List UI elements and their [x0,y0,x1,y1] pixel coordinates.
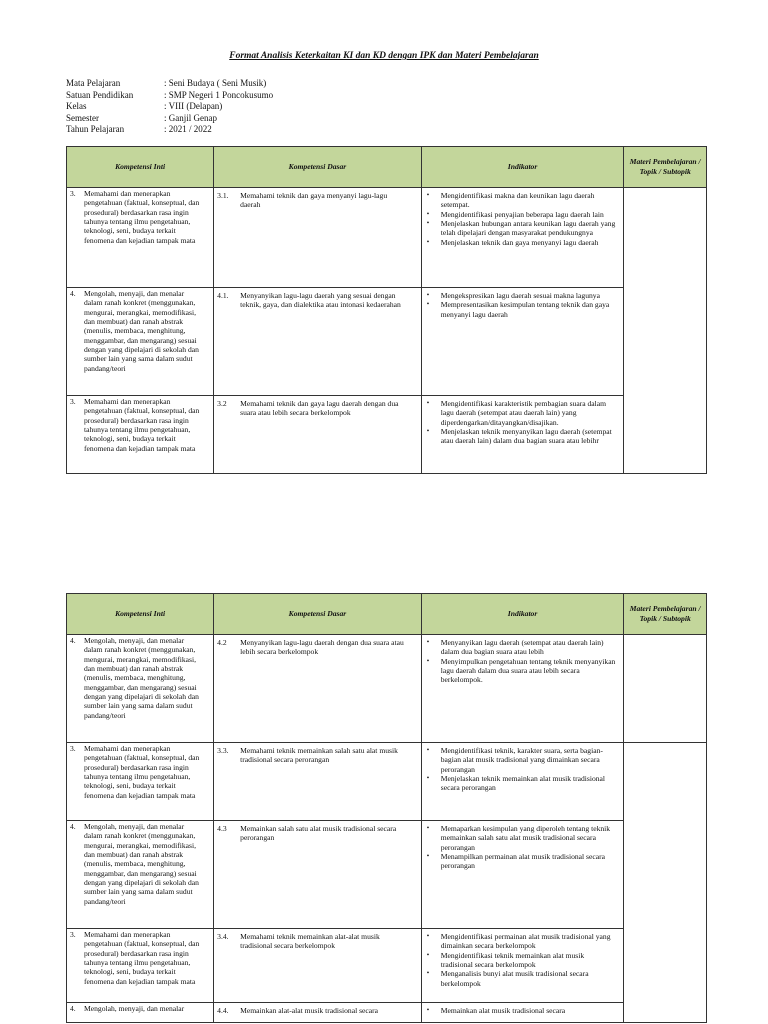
header-ki: Kompetensi Inti [67,147,214,188]
analysis-table-2 [66,593,707,1023]
list-item: • Mengidentifikasi makna dan keunikan lagu daerah setempat. [426,191,595,210]
list-item: • Menjelaskan teknik memainkan alat musik tradisional secara perorangan [426,774,606,793]
list-item: • Memainkan alat musik tradisional secara [426,1006,566,1015]
meta-row [66,113,273,125]
ki-number: 4. [70,822,76,831]
materi-cell [624,743,707,1023]
bullet-icon: • [426,191,430,199]
table-row [67,929,707,1003]
ki-cell [67,821,214,929]
ki-text: Memahami dan menerapkan pengetahuan (faktual, konseptual, dan prosedural) berdasarkan rasa ingin tahunya tentang ilmu pengetahuan, teknologi, seni, budaya terkait fenomena dan kejadian tampak mata [84,189,200,245]
header-materi: Materi Pembelajaran / Topik / Subtopik [624,147,707,188]
kd-cell [214,396,422,474]
indicator-cell [421,288,624,396]
kd-cell [214,288,422,396]
list-item: • Menyimpulkan pengetahuan tentang teknik menyanyikan lagu daerah dalam dua suara atau lebih secara berkelompok. [426,656,616,685]
indicator-cell [421,743,624,821]
list-item: • Mengidentifikasi penyajian beberapa lagu daerah lain [426,209,604,219]
list-item: • Menjelaskan hubungan antara keunikan lagu daerah yang telah dipelajari dengan masyarakat pendukungnya [426,219,616,238]
ki-cell [67,635,214,743]
bullet-icon: • [426,399,430,407]
ki-cell [67,188,214,288]
indicator-cell [421,188,624,288]
ki-text: Mengolah, menyaji, dan menalar [84,1004,185,1013]
list-item: • Mengidentifikasi permainan alat musik tradisional yang dimainkan secara berkelompok [426,932,611,951]
bullet-icon: • [426,950,430,959]
indicator-cell [421,1003,624,1023]
bullet-icon: • [426,237,430,246]
bullet-icon: • [426,932,430,940]
ki-cell [67,743,214,821]
ki-number: 3. [70,397,76,406]
kd-text: Memahami teknik dan gaya menyanyi lagu-lagu daerah [240,191,388,210]
document-meta [66,78,273,136]
ki-text: Memahami dan menerapkan pengetahuan (faktual, konseptual, dan prosedural) berdasarkan rasa ingin tahunya tentang ilmu pengetahuan, teknologi, seni, budaya terkait fenomena dan kejadian tampak mata [84,397,200,453]
bullet-icon: • [426,746,430,754]
bullet-icon: • [426,824,430,832]
bullet-icon: • [426,852,430,861]
kd-number: 4.4. [217,1006,229,1015]
kd-cell [214,929,422,1003]
list-item: • Memaparkan kesimpulan yang diperoleh tentang teknik memainkan salah satu alat musik tradisional secara perorangan [426,824,611,852]
kd-number: 4.3 [217,824,227,833]
kd-cell [214,188,422,288]
bullet-icon: • [426,291,430,299]
ki-number: 4. [70,636,76,645]
kd-text: Menyanyikan lagu-lagu daerah dengan dua suara atau lebih secara berkelompok [240,638,404,657]
kd-number: 4.2 [217,638,227,647]
meta-label: Tahun Pelajaran [66,124,125,135]
table-row [67,635,707,743]
list-item: • Menjelaskan teknik menyanyikan lagu daerah (setempat atau daerah lain) dalam dua bagian suara atau lebihr [426,427,612,446]
kd-number: 3.2 [217,399,227,408]
bullet-icon: • [426,300,430,309]
materi-cell [624,188,707,474]
list-item: • Mengidentifikasi teknik, karakter suara, serta bagian-bagian alat musik tradisional yang dimainkan secara perorangan [426,746,603,774]
table-row [67,821,707,929]
meta-row [66,78,273,90]
list-item: • Mengidentifikasi karakteristik pembagian suara dalam lagu daerah (setempat atau daerah lain) yang diperdengarkan/ditayangkan/disajikan. [426,399,607,427]
list-item: • Menampilkan permainan alat musik tradisional secara perorangan [426,852,606,871]
ki-cell [67,396,214,474]
table-header-row [67,594,707,635]
ki-number: 4. [70,1004,76,1013]
kd-text: Memainkan alat-alat musik tradisional secara [240,1006,379,1015]
meta-value: : Ganjil Genap [164,112,217,123]
kd-text: Menyanyikan lagu-lagu daerah yang sesuai dengan teknik, gaya, dan dialektika atau intonasi kedaerahan [240,291,401,310]
meta-value: : SMP Negeri 1 Poncokusumo [164,89,274,100]
analysis-table-1 [66,146,707,474]
kd-text: Memahami teknik memainkan alat-alat musik tradisional secara berkelompok [240,932,380,951]
list-item: • Mempresentasikan kesimpulan tentang teknik dan gaya menyanyi lagu daerah [426,300,610,319]
meta-label: Satuan Pendidikan [66,89,134,100]
ki-text: Mengolah, menyaji, dan menalar dalam ranah konkret (menggunakan, mengurai, merangkai, memodifikasi, dan membuat) dan ranah abstrak (menulis, membaca, menghitung, menggambar, dan mengarang) sesuai dengan yang dipelajari di sekolah dan sumber lain yang sama dalam sudut pandang/teori [84,289,199,373]
kd-text: Memahami teknik memainkan salah satu alat musik tradisional secara perorangan [240,746,398,765]
kd-number: 3.4. [217,932,229,941]
ki-number: 3. [70,189,76,198]
kd-cell [214,635,422,743]
kd-text: Memainkan salah satu alat musik tradisional secara perorangan [240,824,397,843]
table-row [67,288,707,396]
header-kd: Kompetensi Dasar [214,594,422,635]
table-row [67,1003,707,1023]
header-kd: Kompetensi Dasar [214,147,422,188]
kd-number: 3.3. [217,746,229,755]
list-item: • Menyanyikan lagu daerah (setempat atau daerah lain) dalam dua bagian suara atau lebih [426,638,604,657]
meta-row [66,124,273,136]
bullet-icon: • [426,219,430,228]
bullet-icon: • [426,1006,430,1014]
materi-cell [624,635,707,743]
kd-cell [214,821,422,929]
meta-row [66,90,273,102]
bullet-icon: • [426,638,430,646]
meta-value: : VIII (Delapan) [164,101,223,112]
ki-number: 3. [70,744,76,753]
meta-label: Kelas [66,101,87,112]
meta-value: : 2021 / 2022 [164,124,212,135]
ki-text: Mengolah, menyaji, dan menalar dalam ranah konkret (menggunakan, mengurai, merangkai, memodifikasi, dan membuat) dan ranah abstrak (menulis, membaca, menghitung, menggambar, dan mengarang) sesuai dengan yang dipelajari di sekolah dan sumber lain yang sama dalam sudut pandang/teori [84,636,199,720]
indicator-cell [421,821,624,929]
header-materi: Materi Pembelajaran / Topik / Subtopik [624,594,707,635]
table-header-row [67,147,707,188]
table-row [67,396,707,474]
bullet-icon: • [426,656,430,665]
indicator-cell [421,396,624,474]
list-item: • Menjelaskan teknik dan gaya menyanyi lagu daerah [426,237,599,247]
kd-cell [214,1003,422,1023]
ki-number: 3. [70,930,76,939]
meta-value: : Seni Budaya ( Seni Musik) [164,78,267,88]
ki-cell [67,288,214,396]
header-indikator: Indikator [421,147,624,188]
bullet-icon: • [426,427,430,436]
list-item: • Mengidentifikasi teknik memainkan alat musik tradisional secara berkelompok [426,950,585,970]
ki-text: Mengolah, menyaji, dan menalar dalam ranah konkret (menggunakan, mengurai, merangkai, memodifikasi, dan membuat) dan ranah abstrak (menulis, membaca, menghitung, menggambar, dan mengarang) sesuai dengan yang dipelajari di sekolah dan sumber lain yang sama dalam sudut pandang/teori [84,822,199,906]
indicator-cell [421,929,624,1003]
indicator-cell [421,635,624,743]
meta-label: Mata Pelajaran [66,78,121,88]
ki-text: Memahami dan menerapkan pengetahuan (faktual, konseptual, dan prosedural) berdasarkan rasa ingin tahunya tentang ilmu pengetahuan, teknologi, seni, budaya terkait fenomena dan kejadian tampak mata [84,930,200,986]
meta-row [66,101,273,113]
ki-number: 4. [70,289,76,298]
header-indikator: Indikator [421,594,624,635]
kd-cell [214,743,422,821]
bullet-icon: • [426,969,430,978]
list-item: • Mengekspresikan lagu daerah sesuai makna lagunya [426,291,600,300]
bullet-icon: • [426,209,430,218]
kd-number: 4.1. [217,291,229,300]
list-item: • Menganalisis bunyi alat musik tradisional secara berkelompok [426,969,589,988]
table-row [67,743,707,821]
page-title: Format Analisis Keterkaitan KI dan KD dengan IPK dan Materi Pembelajaran [229,51,539,61]
kd-number: 3.1. [217,191,229,200]
bullet-icon: • [426,774,430,783]
meta-label: Semester [66,112,99,123]
ki-cell [67,929,214,1003]
ki-text: Memahami dan menerapkan pengetahuan (faktual, konseptual, dan prosedural) berdasarkan rasa ingin tahunya tentang ilmu pengetahuan, teknologi, seni, budaya terkait fenomena dan kejadian tampak mata [84,744,200,800]
header-ki: Kompetensi Inti [67,594,214,635]
ki-cell [67,1003,214,1023]
kd-text: Memahami teknik dan gaya lagu daerah dengan dua suara atau lebih secara berkelompok [240,399,399,418]
table-row [67,188,707,288]
